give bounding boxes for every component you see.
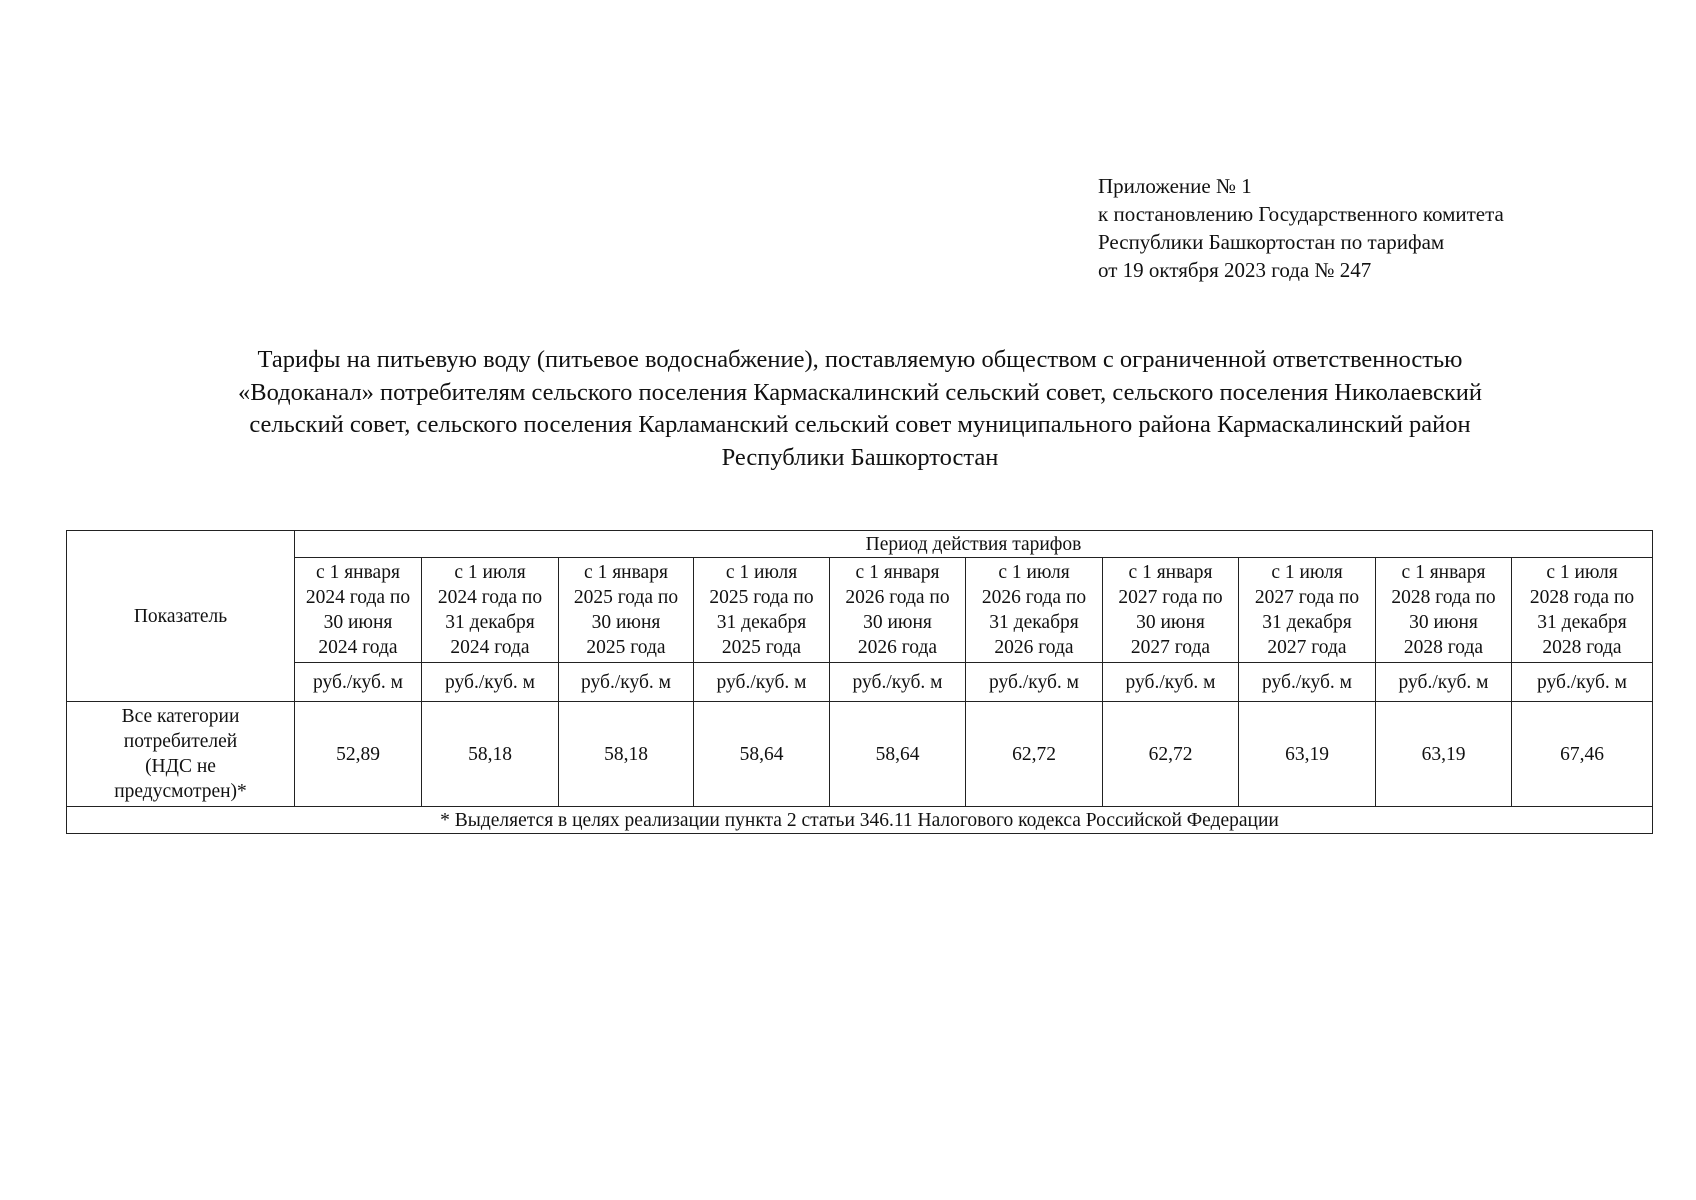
unit-cell: руб./куб. м xyxy=(1239,663,1376,702)
tariff-value: 63,19 xyxy=(1376,702,1512,807)
unit-cell: руб./куб. м xyxy=(295,663,422,702)
appendix-line: Приложение № 1 xyxy=(1098,174,1252,198)
period-cell: с 1 июля 2026 года по 31 декабря 2026 года xyxy=(966,558,1103,663)
unit-cell: руб./куб. м xyxy=(422,663,559,702)
tariff-value: 62,72 xyxy=(1103,702,1239,807)
appendix-line: Республики Башкортостан по тарифам xyxy=(1098,230,1445,254)
period-cell: с 1 июля 2025 года по 31 декабря 2025 года xyxy=(694,558,830,663)
period-cell: с 1 июля 2028 года по 31 декабря 2028 года xyxy=(1512,558,1653,663)
unit-cell: руб./куб. м xyxy=(1103,663,1239,702)
title-line: Тарифы на питьевую воду (питьевое водоснабжение), поставляемую обществом с ограниченной ответственностью xyxy=(257,346,1463,373)
tariff-value: 62,72 xyxy=(966,702,1103,807)
appendix-line: к постановлению Государственного комитета xyxy=(1098,202,1504,226)
period-cell: с 1 июля 2027 года по 31 декабря 2027 года xyxy=(1239,558,1376,663)
row-label: Все категории потребителей (НДС не предусмотрен)* xyxy=(67,702,295,807)
period-cell: с 1 января 2027 года по 30 июня 2027 года xyxy=(1103,558,1239,663)
unit-cell: руб./куб. м xyxy=(694,663,830,702)
title-line: сельский совет, сельского поселения Карламанский сельский совет муниципального района Кармаскалинский район xyxy=(249,411,1471,438)
tariff-value: 63,19 xyxy=(1239,702,1376,807)
table-row xyxy=(67,702,1653,807)
unit-cell: руб./куб. м xyxy=(830,663,966,702)
unit-cell: руб./куб. м xyxy=(559,663,694,702)
period-header: Период действия тарифов xyxy=(295,531,1653,558)
header-row-period xyxy=(67,531,1653,558)
header-row-units xyxy=(67,663,1653,702)
period-cell: с 1 июля 2024 года по 31 декабря 2024 года xyxy=(422,558,559,663)
period-cell: с 1 января 2025 года по 30 июня 2025 года xyxy=(559,558,694,663)
tariff-value: 58,64 xyxy=(694,702,830,807)
document-title xyxy=(120,344,1600,474)
appendix-line: от 19 октября 2023 года № 247 xyxy=(1098,258,1372,282)
tariff-value: 52,89 xyxy=(295,702,422,807)
tariff-value: 58,18 xyxy=(559,702,694,807)
tariff-value: 67,46 xyxy=(1512,702,1653,807)
unit-cell: руб./куб. м xyxy=(1512,663,1653,702)
unit-cell: руб./куб. м xyxy=(1376,663,1512,702)
period-cell: с 1 января 2026 года по 30 июня 2026 года xyxy=(830,558,966,663)
appendix-block xyxy=(1098,172,1504,284)
unit-cell: руб./куб. м xyxy=(966,663,1103,702)
period-cell: с 1 января 2024 года по 30 июня 2024 года xyxy=(295,558,422,663)
footnote: * Выделяется в целях реализации пункта 2 статьи 346.11 Налогового кодекса Российской Федерации xyxy=(67,807,1653,834)
period-cell: с 1 января 2028 года по 30 июня 2028 года xyxy=(1376,558,1512,663)
tariff-value: 58,64 xyxy=(830,702,966,807)
indicator-header: Показатель xyxy=(67,531,295,702)
title-line: Республики Башкортостан xyxy=(721,443,999,471)
tariff-table xyxy=(66,530,1653,834)
title-line: «Водоканал» потребителям сельского поселения Кармаскалинский сельский совет, сельского поселения Николаевский xyxy=(237,378,1483,406)
header-row-dates xyxy=(67,558,1653,663)
footnote-row xyxy=(67,807,1653,834)
tariff-value: 58,18 xyxy=(422,702,559,807)
